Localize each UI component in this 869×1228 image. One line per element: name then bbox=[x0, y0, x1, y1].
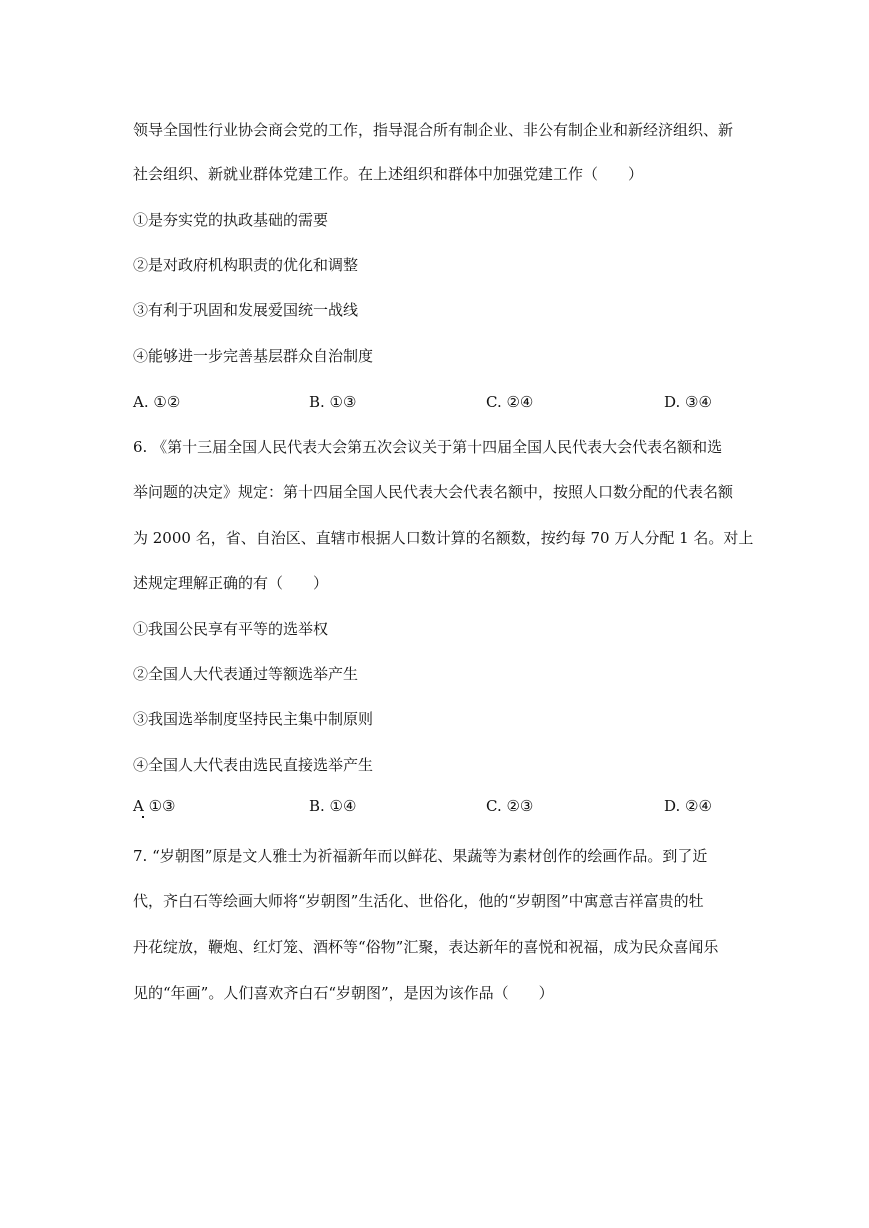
q6-option-c: C. ②③ bbox=[486, 797, 534, 815]
q6-item-2: ②全国人大代表通过等额选举产生 bbox=[133, 665, 359, 683]
q5-options bbox=[133, 392, 743, 412]
q6-option-b: B. ①④ bbox=[309, 797, 357, 815]
q5-stem-line-1: 领导全国性行业协会商会党的工作，指导混合所有制企业、非公有制企业和新经济组织、新 bbox=[133, 121, 734, 139]
q6-stem-line-3: 为 2000 名，省、自治区、直辖市根据人口数计算的名额数，按约每 70 万人分配 1 名。对上 bbox=[133, 529, 754, 547]
q5-item-3: ③有利于巩固和发展爱国统一战线 bbox=[133, 301, 359, 319]
q7-stem-line-3: 丹花绽放，鞭炮、红灯笼、酒杯等“俗物”汇聚，表达新年的喜悦和祝福，成为民众喜闻乐 bbox=[133, 938, 719, 956]
q6-item-4: ④全国人大代表由选民直接选举产生 bbox=[133, 756, 374, 774]
q5-option-c: C. ②④ bbox=[486, 393, 534, 411]
q7-stem-line-4: 见的“年画”。人们喜欢齐白石“岁朝图”，是因为该作品（ ） bbox=[133, 984, 554, 1002]
q5-option-a: A. ①② bbox=[133, 393, 181, 411]
q6-item-3: ③我国选举制度坚持民主集中制原则 bbox=[133, 710, 374, 728]
stray-dot-mark bbox=[142, 816, 144, 818]
q6-stem-line-2: 举问题的决定》规定：第十四届全国人民代表大会代表名额中，按照人口数分配的代表名额 bbox=[133, 483, 734, 501]
q6-stem-line-4: 述规定理解正确的有（ ） bbox=[133, 574, 329, 592]
q6-item-1: ①我国公民享有平等的选举权 bbox=[133, 620, 329, 638]
q6-stem-line-1: 6. 《第十三届全国人民代表大会第五次会议关于第十四届全国人民代表大会代表名额和选 bbox=[133, 438, 723, 456]
q6-options bbox=[133, 796, 743, 816]
q5-item-4: ④能够进一步完善基层群众自治制度 bbox=[133, 347, 374, 365]
q5-item-2: ②是对政府机构职责的优化和调整 bbox=[133, 256, 359, 274]
q7-stem-line-2: 代，齐白石等绘画大师将“岁朝图”生活化、世俗化，他的“岁朝图”中寓意吉祥富贵的牡 bbox=[133, 892, 704, 910]
q6-option-d: D. ②④ bbox=[664, 797, 712, 815]
q7-stem-line-1: 7. “岁朝图”原是文人雅士为祈福新年而以鲜花、果蔬等为素材创作的绘画作品。到了近 bbox=[133, 847, 708, 865]
q5-item-1: ①是夯实党的执政基础的需要 bbox=[133, 211, 329, 229]
q6-option-a: A ①③ bbox=[133, 797, 176, 815]
q5-option-b: B. ①③ bbox=[309, 393, 357, 411]
q5-option-d: D. ③④ bbox=[664, 393, 712, 411]
q5-stem-line-2: 社会组织、新就业群体党建工作。在上述组织和群体中加强党建工作（ ） bbox=[133, 165, 644, 183]
